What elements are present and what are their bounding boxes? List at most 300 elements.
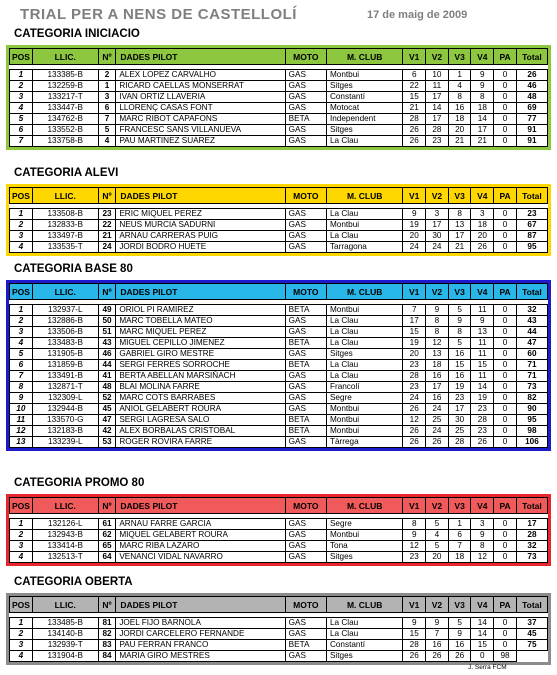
cell-pilot: ERIC MIQUEL PEREZ <box>116 209 285 220</box>
cell-v3: 8 <box>448 209 471 220</box>
column-header-v1: V1 <box>403 498 426 514</box>
cell-v1: 22 <box>403 81 426 92</box>
table-row <box>10 437 548 448</box>
cell-v2: 12 <box>426 338 449 349</box>
cell-pa: 0 <box>494 327 517 338</box>
column-header-v1: V1 <box>403 597 426 613</box>
category-title: CATEGORIA PROMO 80 <box>14 477 145 489</box>
cell-pos: 2 <box>10 629 33 640</box>
column-header-pilot: DADES PILOT <box>116 284 285 300</box>
table-row <box>10 231 548 242</box>
column-header-pos: POS <box>10 498 33 514</box>
cell-v3: 26 <box>448 651 471 662</box>
cell-moto: GAS <box>285 136 326 147</box>
category-title: CATEGORIA INICIACIO <box>14 28 140 40</box>
cell-pa: 0 <box>494 338 517 349</box>
cell-club: Tàrrega <box>326 437 402 448</box>
cell-pos: 3 <box>10 327 33 338</box>
table-row <box>10 92 548 103</box>
cell-v4: 17 <box>471 125 494 136</box>
cell-moto: GAS <box>285 125 326 136</box>
column-header-club: M. CLUB <box>326 49 402 65</box>
cell-pos: 1 <box>10 305 33 316</box>
column-header-pilot: DADES PILOT <box>116 188 285 204</box>
cell-club: La Clau <box>326 618 402 629</box>
cell-v1: 6 <box>403 70 426 81</box>
cell-total: 67 <box>516 220 547 231</box>
cell-license: 132513-T <box>32 552 98 563</box>
cell-number: 41 <box>98 371 116 382</box>
cell-pa: 0 <box>494 404 517 415</box>
table-row <box>10 316 548 327</box>
cell-v3: 6 <box>448 530 471 541</box>
cell-moto: BETA <box>285 360 326 371</box>
cell-total: 17 <box>516 519 547 530</box>
cell-pa: 98 <box>494 651 517 662</box>
column-header-pilot: DADES PILOT <box>116 49 285 65</box>
cell-v1: 15 <box>403 629 426 640</box>
table-row <box>10 338 548 349</box>
cell-v4: 26 <box>471 242 494 253</box>
cell-license: 133491-B <box>32 371 98 382</box>
cell-club: La Clau <box>326 209 402 220</box>
cell-license: 131904-B <box>32 651 98 662</box>
column-header-pos: POS <box>10 188 33 204</box>
cell-v1: 7 <box>403 305 426 316</box>
table-row <box>10 371 548 382</box>
category-table-box <box>6 593 551 665</box>
table-header-row <box>10 498 548 514</box>
cell-total: 28 <box>516 530 547 541</box>
cell-number: 65 <box>98 541 116 552</box>
cell-v3: 1 <box>448 70 471 81</box>
cell-v2: 3 <box>426 209 449 220</box>
cell-pa: 0 <box>494 125 517 136</box>
column-header-pos: POS <box>10 597 33 613</box>
cell-pa: 0 <box>494 629 517 640</box>
cell-license: 133552-B <box>32 125 98 136</box>
cell-number: 82 <box>98 629 116 640</box>
table-header-row <box>10 49 548 65</box>
cell-v4: 14 <box>471 382 494 393</box>
cell-total: 106 <box>516 437 547 448</box>
column-header-moto: MOTO <box>285 49 326 65</box>
cell-v3: 5 <box>448 305 471 316</box>
cell-pilot: JORDI CARCELERO FERNANDE <box>116 629 285 640</box>
table-row <box>10 136 548 147</box>
cell-pa: 0 <box>494 519 517 530</box>
cell-club: Montbui <box>326 305 402 316</box>
cell-number: 23 <box>98 209 116 220</box>
cell-v1: 8 <box>403 519 426 530</box>
cell-pos: 3 <box>10 541 33 552</box>
cell-v4: 11 <box>471 338 494 349</box>
table-row <box>10 209 548 220</box>
cell-number: 44 <box>98 360 116 371</box>
cell-pa: 0 <box>494 437 517 448</box>
cell-license: 133758-B <box>32 136 98 147</box>
cell-v2: 23 <box>426 136 449 147</box>
cell-moto: GAS <box>285 220 326 231</box>
event-date: 17 de maig de 2009 <box>367 9 468 21</box>
cell-pa: 0 <box>494 316 517 327</box>
cell-pilot: VENANCI VIDAL NAVARRO <box>116 552 285 563</box>
table-row <box>10 651 548 662</box>
cell-pos: 13 <box>10 437 33 448</box>
cell-total: 95 <box>516 242 547 253</box>
cell-license: 131859-B <box>32 360 98 371</box>
column-header-pa: PA <box>494 188 517 204</box>
cell-moto: BETA <box>285 114 326 125</box>
column-header-moto: MOTO <box>285 188 326 204</box>
cell-pa: 0 <box>494 103 517 114</box>
cell-v2: 16 <box>426 393 449 404</box>
cell-total: 46 <box>516 81 547 92</box>
cell-club: La Clau <box>326 371 402 382</box>
table-row <box>10 640 548 651</box>
cell-v2: 26 <box>426 437 449 448</box>
column-header-v1: V1 <box>403 188 426 204</box>
cell-number: 6 <box>98 103 116 114</box>
cell-license: 133497-B <box>32 231 98 242</box>
column-header-number: Nº <box>98 597 116 613</box>
column-header-pa: PA <box>494 498 517 514</box>
cell-club: Francolí <box>326 382 402 393</box>
cell-v4: 21 <box>471 136 494 147</box>
column-header-v3: V3 <box>448 498 471 514</box>
cell-v3: 21 <box>448 136 471 147</box>
cell-v4: 13 <box>471 327 494 338</box>
results-table <box>9 596 548 662</box>
cell-pa: 0 <box>494 242 517 253</box>
column-header-number: Nº <box>98 498 116 514</box>
cell-pilot: ALEX BORBALAS CRISTOBAL <box>116 426 285 437</box>
column-header-v3: V3 <box>448 597 471 613</box>
cell-moto: GAS <box>285 618 326 629</box>
cell-v4: 23 <box>471 426 494 437</box>
results-table <box>9 497 548 563</box>
cell-number: 45 <box>98 404 116 415</box>
header <box>20 6 550 24</box>
column-header-total: Total <box>516 498 547 514</box>
cell-license: 133414-B <box>32 541 98 552</box>
cell-v1: 12 <box>403 541 426 552</box>
cell-club: La Clau <box>326 316 402 327</box>
cell-number: 5 <box>98 125 116 136</box>
column-header-club: M. CLUB <box>326 284 402 300</box>
cell-pos: 4 <box>10 242 33 253</box>
table-row <box>10 103 548 114</box>
cell-v1: 23 <box>403 552 426 563</box>
cell-number: 53 <box>98 437 116 448</box>
column-header-moto: MOTO <box>285 284 326 300</box>
cell-v1: 12 <box>403 415 426 426</box>
cell-v1: 15 <box>403 327 426 338</box>
cell-total: 23 <box>516 209 547 220</box>
table-row <box>10 305 548 316</box>
category-title: CATEGORIA BASE 80 <box>14 263 133 275</box>
cell-pos: 3 <box>10 640 33 651</box>
table-row <box>10 125 548 136</box>
cell-club: La Clau <box>326 338 402 349</box>
cell-club: La Clau <box>326 327 402 338</box>
cell-pa: 0 <box>494 360 517 371</box>
cell-license: 133483-B <box>32 338 98 349</box>
cell-license: 132937-L <box>32 305 98 316</box>
cell-total: 32 <box>516 541 547 552</box>
table-row <box>10 404 548 415</box>
cell-v3: 20 <box>448 125 471 136</box>
cell-number: 46 <box>98 349 116 360</box>
cell-total: 32 <box>516 305 547 316</box>
column-header-pa: PA <box>494 597 517 613</box>
cell-v2: 17 <box>426 92 449 103</box>
cell-pa: 0 <box>494 541 517 552</box>
cell-v1: 28 <box>403 371 426 382</box>
table-row <box>10 327 548 338</box>
column-header-v4: V4 <box>471 49 494 65</box>
cell-pos: 11 <box>10 415 33 426</box>
cell-club: Tarragona <box>326 242 402 253</box>
column-header-v2: V2 <box>426 284 449 300</box>
cell-v3: 17 <box>448 404 471 415</box>
cell-total: 26 <box>516 70 547 81</box>
cell-v2: 16 <box>426 640 449 651</box>
cell-pos: 2 <box>10 316 33 327</box>
cell-v4: 28 <box>471 415 494 426</box>
cell-total: 82 <box>516 393 547 404</box>
cell-club: Independent <box>326 114 402 125</box>
cell-pa: 0 <box>494 415 517 426</box>
cell-total: 69 <box>516 103 547 114</box>
column-header-pos: POS <box>10 49 33 65</box>
cell-v3: 7 <box>448 541 471 552</box>
cell-v2: 28 <box>426 125 449 136</box>
column-header-v3: V3 <box>448 284 471 300</box>
cell-v3: 4 <box>448 81 471 92</box>
cell-pos: 2 <box>10 220 33 231</box>
cell-v1: 26 <box>403 404 426 415</box>
cell-number: 81 <box>98 618 116 629</box>
cell-club: Sitges <box>326 349 402 360</box>
cell-pilot: SERGI FERRES SORROCHE <box>116 360 285 371</box>
cell-club: Segre <box>326 393 402 404</box>
cell-v4: 18 <box>471 103 494 114</box>
cell-v3: 17 <box>448 231 471 242</box>
cell-moto: GAS <box>285 437 326 448</box>
cell-number: 48 <box>98 382 116 393</box>
cell-moto: GAS <box>285 349 326 360</box>
cell-total: 47 <box>516 338 547 349</box>
cell-v1: 24 <box>403 242 426 253</box>
cell-moto: GAS <box>285 242 326 253</box>
cell-pos: 3 <box>10 92 33 103</box>
cell-moto: GAS <box>285 519 326 530</box>
cell-v2: 5 <box>426 519 449 530</box>
cell-pa: 0 <box>494 81 517 92</box>
cell-pa: 0 <box>494 393 517 404</box>
table-row <box>10 81 548 92</box>
column-header-v1: V1 <box>403 49 426 65</box>
table-header-row <box>10 284 548 300</box>
cell-v2: 25 <box>426 415 449 426</box>
column-header-v2: V2 <box>426 498 449 514</box>
cell-v3: 15 <box>448 360 471 371</box>
column-header-pos: POS <box>10 284 33 300</box>
cell-v4: 9 <box>471 81 494 92</box>
column-header-moto: MOTO <box>285 597 326 613</box>
cell-total: 60 <box>516 349 547 360</box>
column-header-v4: V4 <box>471 188 494 204</box>
cell-pilot: ARNAU FARRE GARCIA <box>116 519 285 530</box>
table-header-row <box>10 188 548 204</box>
cell-v4: 15 <box>471 640 494 651</box>
cell-club: La Clau <box>326 360 402 371</box>
column-header-v2: V2 <box>426 188 449 204</box>
cell-total: 73 <box>516 382 547 393</box>
cell-v3: 1 <box>448 519 471 530</box>
cell-pos: 12 <box>10 426 33 437</box>
cell-license: 133485-B <box>32 618 98 629</box>
column-header-v4: V4 <box>471 597 494 613</box>
cell-v2: 10 <box>426 70 449 81</box>
cell-moto: GAS <box>285 81 326 92</box>
cell-pa: 0 <box>494 349 517 360</box>
cell-number: 84 <box>98 651 116 662</box>
table-row <box>10 393 548 404</box>
cell-license: 132871-T <box>32 382 98 393</box>
cell-v4: 14 <box>471 114 494 125</box>
cell-pilot: MARC RIBA LAZARO <box>116 541 285 552</box>
cell-v1: 9 <box>403 618 426 629</box>
table-row <box>10 618 548 629</box>
cell-v1: 17 <box>403 316 426 327</box>
table-row <box>10 415 548 426</box>
category-table-box <box>6 494 551 566</box>
cell-v2: 16 <box>426 371 449 382</box>
cell-v4: 18 <box>471 220 494 231</box>
cell-v2: 26 <box>426 651 449 662</box>
cell-number: 62 <box>98 530 116 541</box>
cell-v2: 17 <box>426 220 449 231</box>
column-header-pa: PA <box>494 49 517 65</box>
cell-pos: 7 <box>10 136 33 147</box>
cell-pa: 0 <box>494 618 517 629</box>
cell-v1: 26 <box>403 426 426 437</box>
cell-moto: GAS <box>285 231 326 242</box>
cell-pos: 2 <box>10 81 33 92</box>
cell-v4: 15 <box>471 360 494 371</box>
cell-total: 91 <box>516 136 547 147</box>
cell-number: 64 <box>98 552 116 563</box>
cell-v2: 14 <box>426 103 449 114</box>
cell-license: 133570-G <box>32 415 98 426</box>
cell-license: 133535-T <box>32 242 98 253</box>
cell-v3: 16 <box>448 640 471 651</box>
table-row <box>10 114 548 125</box>
cell-v3: 13 <box>448 220 471 231</box>
cell-license: 132939-T <box>32 640 98 651</box>
cell-pos: 10 <box>10 404 33 415</box>
cell-pos: 1 <box>10 519 33 530</box>
cell-license: 132886-B <box>32 316 98 327</box>
cell-total: 87 <box>516 231 547 242</box>
cell-moto: GAS <box>285 70 326 81</box>
cell-moto: GAS <box>285 103 326 114</box>
cell-number: 47 <box>98 415 116 426</box>
cell-pa: 0 <box>494 209 517 220</box>
cell-pilot: MIGUEL CEPILLO JIMENEZ <box>116 338 285 349</box>
column-header-number: Nº <box>98 49 116 65</box>
cell-v4: 9 <box>471 316 494 327</box>
cell-pilot: GABRIEL GIRO MESTRE <box>116 349 285 360</box>
column-header-club: M. CLUB <box>326 498 402 514</box>
cell-v4: 3 <box>471 209 494 220</box>
cell-v3: 8 <box>448 92 471 103</box>
cell-pilot: MARC COTS BARRABES <box>116 393 285 404</box>
column-header-license: LLIC. <box>32 597 98 613</box>
cell-club: Montbui <box>326 415 402 426</box>
cell-v1: 15 <box>403 92 426 103</box>
cell-number: 61 <box>98 519 116 530</box>
cell-number: 4 <box>98 136 116 147</box>
cell-total: 95 <box>516 415 547 426</box>
cell-moto: GAS <box>285 92 326 103</box>
cell-pilot: BERTA ABELLAN MARSIÑACH <box>116 371 285 382</box>
cell-v1: 26 <box>403 136 426 147</box>
cell-pilot: MARC TOBELLA MATEO <box>116 316 285 327</box>
cell-pa: 0 <box>494 530 517 541</box>
cell-pilot: ROGER ROVIRA FARRE <box>116 437 285 448</box>
table-row <box>10 382 548 393</box>
cell-v2: 13 <box>426 349 449 360</box>
cell-v2: 24 <box>426 426 449 437</box>
cell-pa: 0 <box>494 552 517 563</box>
cell-number: 21 <box>98 231 116 242</box>
cell-v2: 17 <box>426 382 449 393</box>
cell-v2: 17 <box>426 114 449 125</box>
cell-pos: 4 <box>10 103 33 114</box>
cell-v2: 20 <box>426 552 449 563</box>
table-row <box>10 629 548 640</box>
cell-number: 3 <box>98 92 116 103</box>
cell-license: 132309-L <box>32 393 98 404</box>
cell-v1: 20 <box>403 349 426 360</box>
cell-moto: GAS <box>285 541 326 552</box>
cell-v3: 8 <box>448 327 471 338</box>
cell-moto: GAS <box>285 629 326 640</box>
cell-number: 1 <box>98 81 116 92</box>
cell-number: 24 <box>98 242 116 253</box>
cell-v1: 19 <box>403 338 426 349</box>
cell-v2: 30 <box>426 231 449 242</box>
cell-club: Constantí <box>326 92 402 103</box>
results-table <box>9 187 548 253</box>
credit: J. Serra FCM <box>468 664 507 671</box>
cell-moto: GAS <box>285 316 326 327</box>
cell-v3: 19 <box>448 382 471 393</box>
cell-v2: 24 <box>426 404 449 415</box>
column-header-v1: V1 <box>403 284 426 300</box>
cell-pos: 5 <box>10 114 33 125</box>
cell-license: 133239-L <box>32 437 98 448</box>
cell-license: 134762-B <box>32 114 98 125</box>
column-header-number: Nº <box>98 284 116 300</box>
cell-club: Montbui <box>326 220 402 231</box>
cell-number: 42 <box>98 426 116 437</box>
cell-license: 131905-B <box>32 349 98 360</box>
cell-v3: 16 <box>448 371 471 382</box>
